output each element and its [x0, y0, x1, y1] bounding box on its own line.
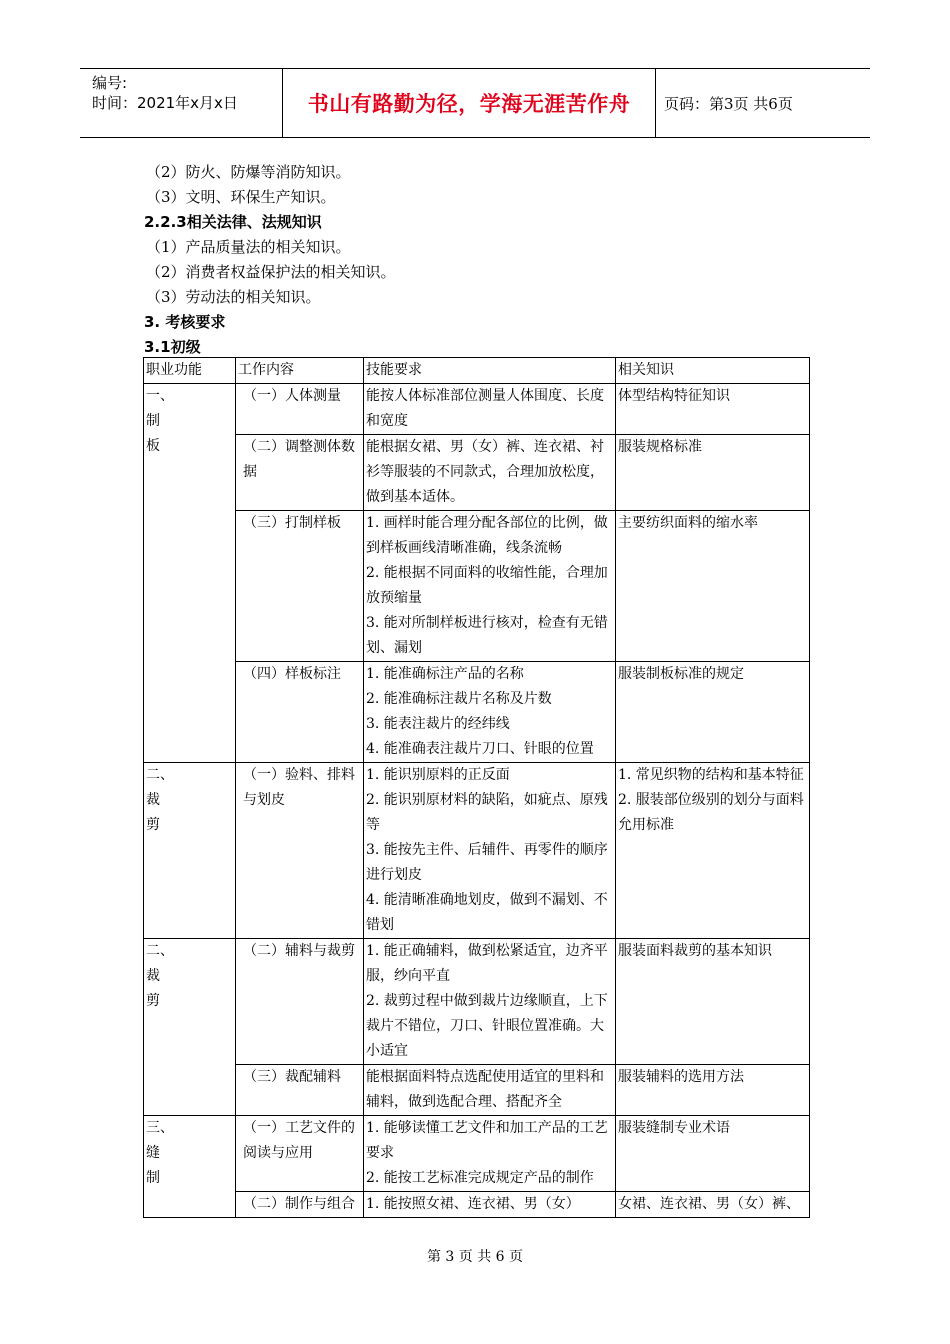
content-cell: （二）制作与组合 [236, 1192, 364, 1218]
table-row [144, 763, 810, 939]
skills-cell: 能根据女裙、男（女）裤、连衣裙、衬衫等服装的不同款式，合理加放松度，做到基本适体。 [364, 435, 616, 511]
section-heading: 3. 考核要求 [144, 313, 226, 331]
table-header-cell: 技能要求 [364, 358, 616, 384]
body-line: （1）产品质量法的相关知识。 [146, 238, 351, 256]
body-line: （2）防火、防爆等消防知识。 [146, 163, 351, 181]
section-heading: 3.1初级 [144, 338, 201, 356]
knowledge-cell: 服装辅料的选用方法 [616, 1065, 810, 1116]
table-row [144, 1116, 810, 1192]
skills-cell: 1. 画样时能合理分配各部位的比例，做到样板画线清晰准确，线条流畅 2. 能根据不同面料的收缩性能，合理加放预缩量 3. 能对所制样板进行核对，检查有无错划、漏划 [364, 511, 616, 662]
header-page-info: 页码：第3页 共6页 [664, 94, 793, 113]
knowledge-cell: 服装规格标准 [616, 435, 810, 511]
skills-cell: 1. 能准确标注产品的名称 2. 能准确标注裁片名称及片数 3. 能表注裁片的经纬线 4. 能准确表注裁片刀口、针眼的位置 [364, 662, 616, 763]
function-cell: 二、 裁 剪 [144, 763, 236, 939]
knowledge-cell: 主要纺织面料的缩水率 [616, 511, 810, 662]
table-header-cell: 职业功能 [144, 358, 236, 384]
body-text [146, 160, 846, 360]
table-row [144, 511, 810, 662]
document-time-label: 时间：2021年x月x日 [92, 94, 238, 112]
skills-cell: 能按人体标准部位测量人体围度、长度和宽度 [364, 384, 616, 435]
header-motto: 书山有路勤为径，学海无涯苦作舟 [307, 92, 631, 116]
content-cell: （二）调整测体数据 [236, 435, 364, 511]
page-header [80, 68, 870, 138]
skills-cell: 能根据面料特点选配使用适宜的里料和辅料，做到选配合理、搭配齐全 [364, 1065, 616, 1116]
content-cell: （二）辅料与裁剪 [236, 939, 364, 1065]
function-cell: 一、 制 板 [144, 384, 236, 763]
knowledge-cell: 服装面料裁剪的基本知识 [616, 939, 810, 1065]
skills-cell: 1. 能够读懂工艺文件和加工产品的工艺要求 2. 能按工艺标准完成规定产品的制作 [364, 1116, 616, 1192]
body-line: （3）劳动法的相关知识。 [146, 288, 321, 306]
header-meta [80, 69, 282, 137]
knowledge-cell: 服装制板标准的规定 [616, 662, 810, 763]
content-cell: （一）人体测量 [236, 384, 364, 435]
section-heading: 2.2.3相关法律、法规知识 [144, 213, 322, 231]
table-row [144, 1192, 810, 1218]
skills-cell: 1. 能识别原料的正反面 2. 能识别原材料的缺陷，如疵点、原残等 3. 能按先主件、后辅件、再零件的顺序进行划皮 4. 能清晰准确地划皮，做到不漏划、不错划 [364, 763, 616, 939]
document-number-label: 编号: [92, 74, 128, 92]
knowledge-cell: 服装缝制专业术语 [616, 1116, 810, 1192]
skills-cell: 1. 能按照女裙、连衣裙、男（女） [364, 1192, 616, 1218]
function-cell: 二、 裁 剪 [144, 939, 236, 1116]
knowledge-cell: 体型结构特征知识 [616, 384, 810, 435]
content-cell: （三）裁配辅料 [236, 1065, 364, 1116]
table-row [144, 435, 810, 511]
header-motto-cell [282, 69, 656, 137]
skills-cell: 1. 能正确辅料，做到松紧适宜，边齐平服，纱向平直 2. 裁剪过程中做到裁片边缘顺直，上下裁片不错位，刀口、针眼位置准确。大小适宜 [364, 939, 616, 1065]
table-header-row [144, 358, 810, 384]
table-header-cell: 相关知识 [616, 358, 810, 384]
table-row [144, 939, 810, 1065]
body-line: （3）文明、环保生产知识。 [146, 188, 336, 206]
knowledge-cell: 女裙、连衣裙、男（女）裤、 [616, 1192, 810, 1218]
knowledge-cell: 1. 常见织物的结构和基本特征 2. 服装部位级别的划分与面料允用标准 [616, 763, 810, 939]
body-line: （2）消费者权益保护法的相关知识。 [146, 263, 396, 281]
content-cell: （四）样板标注 [236, 662, 364, 763]
table-row [144, 384, 810, 435]
table-header-cell: 工作内容 [236, 358, 364, 384]
content-cell: （三）打制样板 [236, 511, 364, 662]
function-cell: 三、 缝 制 [144, 1116, 236, 1218]
table-row [144, 1065, 810, 1116]
content-cell: （一）验料、排料与划皮 [236, 763, 364, 939]
page-footer: 第 3 页 共 6 页 [426, 1249, 524, 1265]
content-cell: （一）工艺文件的阅读与应用 [236, 1116, 364, 1192]
table-row [144, 662, 810, 763]
requirements-table [143, 357, 810, 1218]
